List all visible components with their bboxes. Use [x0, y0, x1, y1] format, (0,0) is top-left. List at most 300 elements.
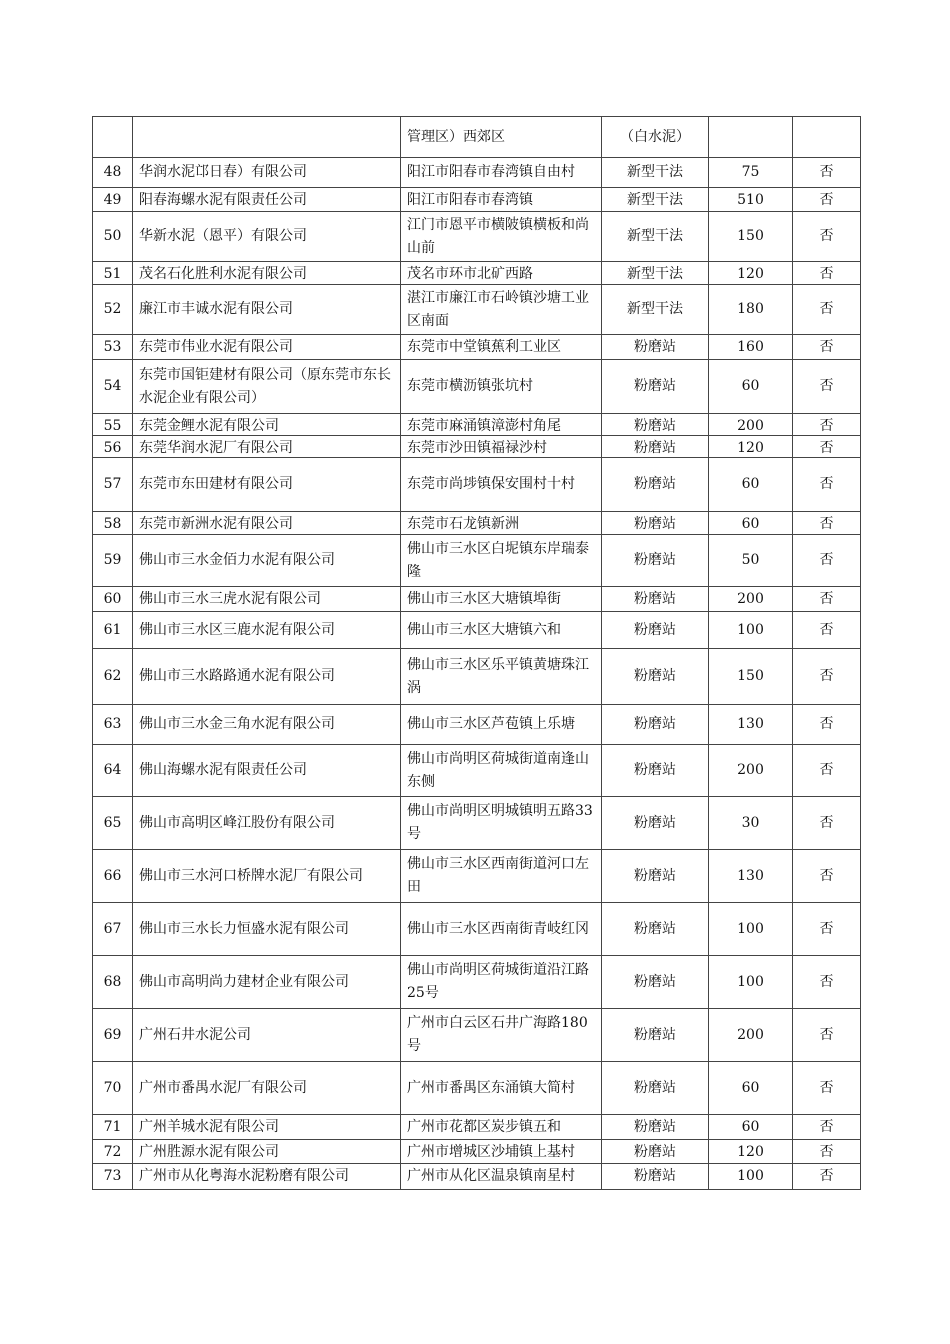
- process-type: 粉磨站: [634, 716, 676, 732]
- process-type: 粉磨站: [634, 1118, 676, 1135]
- row-number-cell: [93, 1115, 133, 1140]
- table-row: [93, 705, 861, 745]
- company-name: 佛山市高明尚力建材企业有限公司: [139, 973, 349, 990]
- process-type-cell: [602, 649, 709, 705]
- company-name-cell: [133, 1115, 401, 1140]
- capacity-cell: [709, 705, 793, 745]
- process-type: 粉磨站: [634, 920, 676, 937]
- company-name-cell: [133, 360, 401, 414]
- company-name: 东莞市东田建材有限公司: [139, 476, 293, 492]
- company-name: 广州市番禺水泥厂有限公司: [139, 1079, 307, 1096]
- process-type-cell: [602, 414, 709, 436]
- company-name-cell: [133, 414, 401, 436]
- capacity: 60: [741, 378, 760, 394]
- capacity-cell: [709, 1164, 793, 1190]
- status-answer-cell: [793, 587, 861, 612]
- company-address: 佛山市三水区大塘镇埠街: [407, 590, 561, 607]
- status-answer-cell: [793, 360, 861, 414]
- row-number-cell: [93, 797, 133, 850]
- status-answer-cell: [793, 335, 861, 360]
- capacity: 160: [737, 338, 764, 355]
- company-address: 广州市从化区温泉镇南星村: [407, 1168, 575, 1184]
- status-answer: 否: [819, 668, 834, 684]
- capacity-cell: [709, 436, 793, 458]
- process-type-cell: [602, 262, 709, 285]
- process-type-cell: [602, 745, 709, 797]
- capacity-cell: [709, 850, 793, 903]
- row-number-cell: [93, 535, 133, 587]
- status-answer: 否: [819, 762, 834, 778]
- capacity-cell: [709, 903, 793, 956]
- company-address: 广州市番禺区东涌镇大简村: [407, 1079, 575, 1096]
- row-number: 68: [103, 973, 122, 990]
- process-type: 粉磨站: [634, 1079, 676, 1096]
- row-number-cell: [93, 360, 133, 414]
- capacity-cell: [709, 212, 793, 262]
- process-type-cell: [602, 436, 709, 458]
- status-answer-cell: [793, 1115, 861, 1140]
- status-answer-cell: [793, 188, 861, 212]
- row-number-cell: [93, 158, 133, 188]
- table-row: [93, 1009, 861, 1062]
- company-address-cell: [401, 587, 602, 612]
- status-answer: 否: [819, 716, 834, 732]
- status-answer-cell: [793, 212, 861, 262]
- status-answer: 否: [819, 973, 834, 990]
- company-name: 廉江市丰诚水泥有限公司: [139, 301, 293, 317]
- cement-enterprise-table: [92, 116, 861, 1190]
- process-type-cell: [602, 188, 709, 212]
- row-number-cell: [93, 612, 133, 649]
- process-type: 新型干法: [627, 228, 683, 244]
- capacity: 180: [737, 301, 764, 317]
- company-name-cell: [133, 212, 401, 262]
- capacity: 100: [737, 973, 764, 990]
- company-name-cell: [133, 1062, 401, 1115]
- status-answer: 否: [819, 265, 834, 282]
- company-name: 佛山市三水河口桥牌水泥厂有限公司: [139, 867, 363, 884]
- table-row: [93, 612, 861, 649]
- status-answer-cell: [793, 436, 861, 458]
- row-number: 55: [103, 417, 122, 434]
- row-number-cell: [93, 1140, 133, 1164]
- company-name-cell: [133, 903, 401, 956]
- status-answer-cell: [793, 1009, 861, 1062]
- process-type: 粉磨站: [634, 973, 676, 990]
- process-type: 粉磨站: [634, 439, 676, 456]
- company-address-cell: [401, 335, 602, 360]
- status-answer-cell: [793, 649, 861, 705]
- status-answer: 否: [819, 621, 834, 638]
- capacity: 200: [737, 590, 764, 607]
- table-row: [93, 1115, 861, 1140]
- status-answer: 否: [819, 1143, 834, 1160]
- row-number: 70: [103, 1079, 122, 1096]
- company-address-cell: [401, 850, 602, 903]
- company-name-cell: [133, 850, 401, 903]
- process-type: 粉磨站: [634, 552, 676, 568]
- row-number-cell: [93, 212, 133, 262]
- company-address-cell: [401, 1140, 602, 1164]
- process-type: 新型干法: [627, 301, 683, 317]
- company-address-cell: [401, 535, 602, 587]
- company-name-cell: [133, 117, 401, 158]
- status-answer: 否: [819, 1079, 834, 1096]
- process-type-cell: [602, 285, 709, 335]
- process-type: 粉磨站: [634, 762, 676, 778]
- status-answer: 否: [819, 228, 834, 244]
- row-number-cell: [93, 285, 133, 335]
- row-number: 66: [103, 867, 122, 884]
- status-answer: 否: [819, 338, 834, 355]
- status-answer-cell: [793, 262, 861, 285]
- company-address: 东莞市麻涌镇漳澎村角尾: [407, 417, 561, 434]
- company-name-cell: [133, 458, 401, 512]
- status-answer-cell: [793, 612, 861, 649]
- capacity: 60: [741, 1118, 760, 1135]
- table-row: [93, 1140, 861, 1164]
- capacity: 30: [741, 814, 760, 831]
- company-name: 东莞市国钜建材有限公司（原东莞市东长水泥企业有限公司）: [139, 366, 391, 406]
- table-row: [93, 158, 861, 188]
- status-answer-cell: [793, 797, 861, 850]
- capacity-cell: [709, 587, 793, 612]
- company-address-cell: [401, 458, 602, 512]
- company-address: 广州市增城区沙埔镇上基村: [407, 1143, 575, 1160]
- table-row: [93, 285, 861, 335]
- capacity-cell: [709, 512, 793, 535]
- capacity: 130: [737, 867, 764, 884]
- company-name: 华新水泥（恩平）有限公司: [139, 228, 307, 244]
- row-number: 63: [103, 716, 122, 732]
- status-answer-cell: [793, 512, 861, 535]
- row-number: 64: [103, 762, 122, 778]
- process-type: 粉磨站: [634, 1143, 676, 1160]
- row-number: 59: [103, 552, 122, 568]
- process-type-cell: [602, 335, 709, 360]
- capacity: 120: [737, 265, 764, 282]
- capacity: 60: [741, 476, 760, 492]
- process-type: 粉磨站: [634, 814, 676, 831]
- company-name-cell: [133, 745, 401, 797]
- process-type-cell: [602, 1062, 709, 1115]
- process-type: 粉磨站: [634, 476, 676, 492]
- capacity-cell: [709, 360, 793, 414]
- company-name-cell: [133, 1140, 401, 1164]
- company-name-cell: [133, 956, 401, 1009]
- row-number: 58: [103, 515, 122, 532]
- company-name: 东莞华润水泥厂有限公司: [139, 439, 293, 456]
- company-name-cell: [133, 262, 401, 285]
- process-type: 粉磨站: [634, 668, 676, 684]
- company-address-cell: [401, 158, 602, 188]
- row-number: 53: [103, 338, 122, 355]
- company-name-cell: [133, 335, 401, 360]
- status-answer-cell: [793, 705, 861, 745]
- company-name: 佛山市三水长力恒盛水泥有限公司: [139, 920, 349, 937]
- company-address: 管理区）西郊区: [407, 128, 505, 145]
- row-number: 67: [103, 920, 122, 937]
- status-answer-cell: [793, 1164, 861, 1190]
- status-answer-cell: [793, 158, 861, 188]
- process-type-cell: [602, 158, 709, 188]
- capacity: 100: [737, 920, 764, 937]
- status-answer: 否: [819, 378, 834, 394]
- row-number-cell: [93, 649, 133, 705]
- company-address: 佛山市三水区西南街青岐红冈: [407, 920, 589, 937]
- status-answer-cell: [793, 956, 861, 1009]
- status-answer: 否: [819, 552, 834, 568]
- company-name: 佛山海螺水泥有限责任公司: [139, 762, 307, 778]
- company-address: 茂名市环市北矿西路: [407, 265, 533, 282]
- company-name: 东莞金鲤水泥有限公司: [139, 417, 279, 434]
- capacity: 100: [737, 1168, 764, 1184]
- table-row: [93, 360, 861, 414]
- row-number-cell: [93, 436, 133, 458]
- company-address: 东莞市横沥镇张坑村: [407, 378, 533, 394]
- status-answer-cell: [793, 535, 861, 587]
- process-type: 粉磨站: [634, 1026, 676, 1043]
- row-number-cell: [93, 850, 133, 903]
- company-name-cell: [133, 188, 401, 212]
- company-name: 佛山市三水区三鹿水泥有限公司: [139, 621, 335, 638]
- company-address-cell: [401, 512, 602, 535]
- capacity-cell: [709, 188, 793, 212]
- company-address-cell: [401, 1062, 602, 1115]
- row-number-cell: [93, 903, 133, 956]
- process-type-cell: [602, 850, 709, 903]
- company-name: 华润水泥邙日春）有限公司: [139, 164, 307, 180]
- row-number-cell: [93, 117, 133, 158]
- capacity: 120: [737, 439, 764, 456]
- status-answer: 否: [819, 515, 834, 532]
- capacity: 200: [737, 762, 764, 778]
- row-number-cell: [93, 188, 133, 212]
- capacity: 150: [737, 228, 764, 244]
- company-address: 佛山市三水区芦苞镇上乐塘: [407, 716, 575, 732]
- capacity: 130: [737, 716, 764, 732]
- capacity: 200: [737, 1026, 764, 1043]
- company-address: 阳江市阳春市春湾镇: [407, 191, 533, 208]
- row-number-cell: [93, 335, 133, 360]
- process-type: 新型干法: [627, 164, 683, 180]
- company-name: 东莞市伟业水泥有限公司: [139, 338, 293, 355]
- company-address-cell: [401, 797, 602, 850]
- company-name-cell: [133, 612, 401, 649]
- row-number-cell: [93, 745, 133, 797]
- company-address-cell: [401, 1115, 602, 1140]
- status-answer: 否: [819, 1168, 834, 1184]
- row-number: 60: [103, 590, 122, 607]
- company-name: 广州胜源水泥有限公司: [139, 1143, 279, 1160]
- company-name: 广州市从化粤海水泥粉磨有限公司: [139, 1168, 349, 1184]
- company-name: 佛山市三水金三角水泥有限公司: [139, 716, 335, 732]
- row-number-cell: [93, 1062, 133, 1115]
- status-answer: 否: [819, 1118, 834, 1135]
- table-row: [93, 414, 861, 436]
- capacity: 75: [741, 164, 760, 180]
- row-number: 57: [103, 476, 122, 492]
- capacity-cell: [709, 414, 793, 436]
- company-name-cell: [133, 705, 401, 745]
- process-type-cell: [602, 903, 709, 956]
- company-address: 湛江市廉江市石岭镇沙塘工业区南面: [407, 289, 589, 329]
- process-type-cell: [602, 212, 709, 262]
- company-name: 广州石井水泥公司: [139, 1026, 251, 1043]
- table-row: [93, 212, 861, 262]
- process-type-cell: [602, 797, 709, 850]
- capacity: 100: [737, 621, 764, 638]
- company-address-cell: [401, 262, 602, 285]
- company-address: 佛山市三水区大塘镇六和: [407, 621, 561, 638]
- capacity-cell: [709, 535, 793, 587]
- capacity-cell: [709, 117, 793, 158]
- company-name-cell: [133, 512, 401, 535]
- status-answer: 否: [819, 867, 834, 884]
- table-row: [93, 458, 861, 512]
- company-name-cell: [133, 436, 401, 458]
- process-type-cell: [602, 1140, 709, 1164]
- status-answer: 否: [819, 1026, 834, 1043]
- status-answer: 否: [819, 301, 834, 317]
- row-number-cell: [93, 414, 133, 436]
- row-number: 61: [103, 621, 122, 638]
- company-name: 阳春海螺水泥有限责任公司: [139, 191, 307, 208]
- process-type-cell: [602, 360, 709, 414]
- status-answer-cell: [793, 414, 861, 436]
- row-number-cell: [93, 512, 133, 535]
- company-address-cell: [401, 414, 602, 436]
- capacity-cell: [709, 649, 793, 705]
- process-type-cell: [602, 956, 709, 1009]
- status-answer: 否: [819, 920, 834, 937]
- table-row: [93, 956, 861, 1009]
- table-row: [93, 436, 861, 458]
- table-row: [93, 117, 861, 158]
- company-address-cell: [401, 188, 602, 212]
- company-address: 佛山市尚明区荷城街道沿江路25号: [407, 962, 589, 1001]
- process-type: 粉磨站: [634, 338, 676, 355]
- table-row: [93, 512, 861, 535]
- table-body: [93, 117, 861, 1190]
- process-type-cell: [602, 1164, 709, 1190]
- process-type: 粉磨站: [634, 515, 676, 532]
- capacity-cell: [709, 1115, 793, 1140]
- row-number: 69: [103, 1026, 122, 1043]
- table-row: [93, 535, 861, 587]
- company-address: 佛山市尚明区荷城街道南逢山东侧: [407, 750, 589, 790]
- company-address-cell: [401, 212, 602, 262]
- company-address-cell: [401, 436, 602, 458]
- row-number: 71: [103, 1118, 122, 1135]
- process-type: 粉磨站: [634, 590, 676, 607]
- process-type: 粉磨站: [634, 417, 676, 434]
- status-answer: 否: [819, 439, 834, 456]
- company-name: 佛山市三水金佰力水泥有限公司: [139, 552, 335, 568]
- status-answer-cell: [793, 903, 861, 956]
- table-row: [93, 649, 861, 705]
- row-number-cell: [93, 458, 133, 512]
- capacity: 120: [737, 1143, 764, 1160]
- table-row: [93, 903, 861, 956]
- process-type-cell: [602, 458, 709, 512]
- capacity-cell: [709, 797, 793, 850]
- capacity-cell: [709, 158, 793, 188]
- table-row: [93, 745, 861, 797]
- company-address-cell: [401, 649, 602, 705]
- status-answer-cell: [793, 1140, 861, 1164]
- process-type-cell: [602, 535, 709, 587]
- company-address: 佛山市三水区西南街道河口左田: [407, 856, 589, 895]
- process-type: 粉磨站: [634, 1168, 676, 1184]
- status-answer-cell: [793, 117, 861, 158]
- company-address: 佛山市三水区白坭镇东岸瑞泰隆: [407, 540, 589, 580]
- row-number-cell: [93, 1009, 133, 1062]
- table-row: [93, 1062, 861, 1115]
- row-number-cell: [93, 262, 133, 285]
- status-answer: 否: [819, 164, 834, 180]
- status-answer-cell: [793, 1062, 861, 1115]
- company-address: 广州市花都区炭步镇五和: [407, 1118, 561, 1135]
- capacity-cell: [709, 956, 793, 1009]
- table-row: [93, 188, 861, 212]
- company-name-cell: [133, 797, 401, 850]
- status-answer: 否: [819, 417, 834, 434]
- status-answer: 否: [819, 476, 834, 492]
- company-name-cell: [133, 1164, 401, 1190]
- company-address-cell: [401, 745, 602, 797]
- process-type: 粉磨站: [634, 621, 676, 638]
- row-number: 65: [103, 814, 122, 831]
- capacity-cell: [709, 612, 793, 649]
- process-type: 粉磨站: [634, 378, 676, 394]
- company-name-cell: [133, 285, 401, 335]
- row-number: 62: [103, 668, 122, 684]
- company-address: 江门市恩平市横陂镇横板和尚山前: [407, 216, 589, 256]
- company-address-cell: [401, 117, 602, 158]
- status-answer-cell: [793, 458, 861, 512]
- table-row: [93, 850, 861, 903]
- company-address: 佛山市三水区乐平镇黄塘珠江涡: [407, 656, 589, 696]
- company-address: 佛山市尚明区明城镇明五路33号: [407, 803, 593, 842]
- process-type: （白水泥）: [620, 128, 690, 145]
- company-address: 东莞市石龙镇新洲: [407, 515, 519, 532]
- row-number: 52: [103, 301, 122, 317]
- process-type: 新型干法: [627, 191, 683, 208]
- capacity-cell: [709, 262, 793, 285]
- process-type-cell: [602, 117, 709, 158]
- table-row: [93, 587, 861, 612]
- capacity: 60: [741, 1079, 760, 1096]
- company-name: 佛山市三水三虎水泥有限公司: [139, 590, 321, 607]
- company-address-cell: [401, 1164, 602, 1190]
- capacity-cell: [709, 1009, 793, 1062]
- row-number: 51: [103, 265, 122, 282]
- row-number-cell: [93, 587, 133, 612]
- company-address-cell: [401, 285, 602, 335]
- process-type-cell: [602, 1115, 709, 1140]
- process-type-cell: [602, 512, 709, 535]
- table-row: [93, 1164, 861, 1190]
- row-number: 72: [103, 1143, 122, 1160]
- row-number: 54: [103, 378, 122, 394]
- status-answer: 否: [819, 814, 834, 831]
- table-row: [93, 797, 861, 850]
- process-type-cell: [602, 612, 709, 649]
- process-type-cell: [602, 705, 709, 745]
- company-name: 佛山市三水路路通水泥有限公司: [139, 668, 335, 684]
- company-name-cell: [133, 158, 401, 188]
